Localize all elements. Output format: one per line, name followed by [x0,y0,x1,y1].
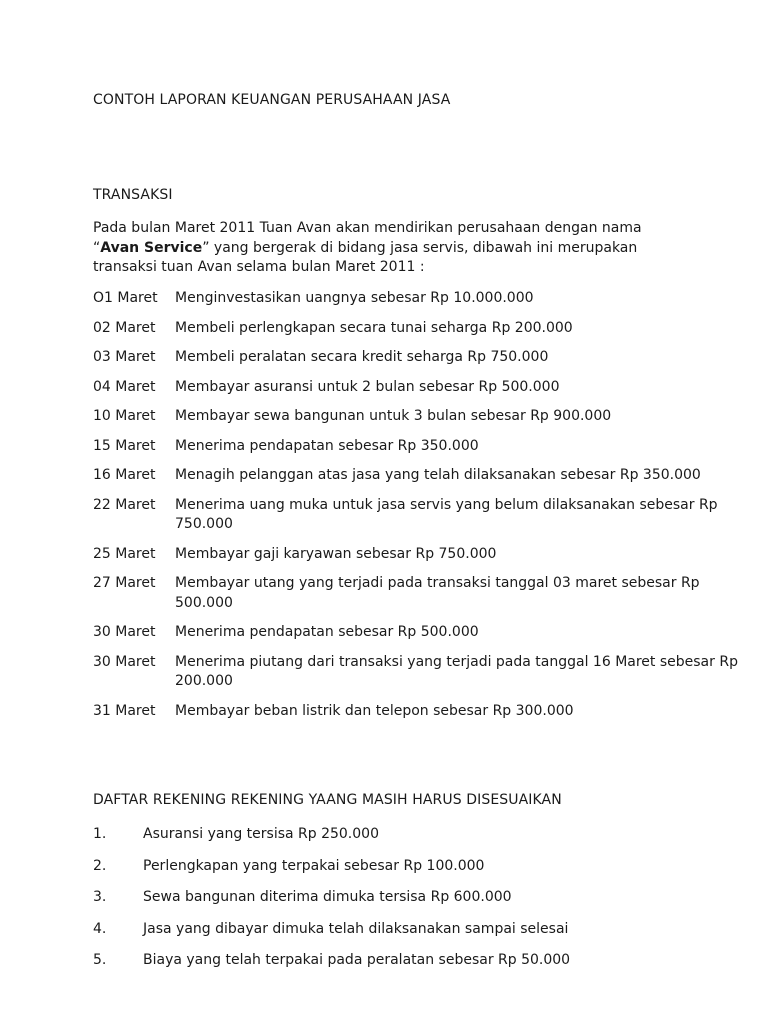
adjustment-item [93,825,733,845]
section-heading-transaksi: TRANSAKSI [93,187,173,203]
transaction-date: 30 Maret [93,653,156,670]
transaction-description: Membayar beban listrik dan telepon sebesar Rp 300.000 [175,702,574,719]
transaction-row [93,437,758,457]
adjustment-number: 5. [93,952,107,968]
transaction-description: Membeli peralatan secara kredit seharga Rp 750.000 [175,349,549,365]
transaction-description: Membayar sewa bangunan untuk 3 bulan sebesar Rp 900.000 [175,408,612,424]
transaction-row [93,319,758,339]
adjustment-list [93,825,733,983]
adjustment-number: 3. [93,889,107,905]
transaction-date: 27 Maret [93,575,156,591]
transaction-date: 30 Maret [93,624,156,640]
transaction-description: Menerima pendapatan sebesar Rp 500.000 [175,624,479,640]
adjustment-item [93,857,733,877]
transaction-date: 15 Maret [93,437,156,454]
adjustment-text: Sewa bangunan diterima dimuka tersisa Rp 600.000 [143,889,512,905]
transaction-row [93,574,758,613]
adjustment-number: 1. [93,826,107,842]
intro-text-before: Pada bulan Maret 2011 Tuan Avan akan mendirikan perusahaan dengan nama [93,220,642,236]
transaction-list [93,289,758,731]
adjustment-item [93,951,733,971]
transaction-date: 02 Maret [93,319,156,336]
transaction-description: Membayar asuransi untuk 2 bulan sebesar Rp 500.000 [175,378,560,395]
transaction-description: Membayar utang yang terjadi pada transaksi tanggal 03 maret sebesar Rp 500.000 [175,575,700,611]
transaction-description: Menerima pendapatan sebesar Rp 350.000 [175,437,479,454]
transaction-date: 22 Maret [93,496,156,513]
transaction-description: Menerima uang muka untuk jasa servis yang belum dilaksanakan sebesar Rp 750.000 [175,496,718,532]
adjustment-number: 4. [93,920,107,937]
transaction-date: 04 Maret [93,378,156,395]
transaction-row [93,466,758,486]
intro-paragraph [93,219,693,278]
adjustment-item [93,888,733,908]
transaction-date: O1 Maret [93,290,158,306]
adjustment-text: Biaya yang telah terpakai pada peralatan sebesar Rp 50.000 [143,952,571,968]
adjustment-text: Perlengkapan yang terpakai sebesar Rp 100.000 [143,857,485,874]
transaction-date: 10 Maret [93,408,156,424]
document-title: CONTOH LAPORAN KEUANGAN PERUSAHAAN JASA [93,92,451,108]
intro-text-after: ” yang bergerak di bidang jasa servis, dibawah ini merupakan transaksi tuan Avan selama bulan Maret 2011 : [93,239,638,275]
transaction-row [93,407,758,427]
adjustment-text: Asuransi yang tersisa Rp 250.000 [143,826,379,842]
adjustment-item [93,920,733,940]
transaction-row [93,623,758,643]
transaction-row [93,496,758,535]
transaction-description: Membayar gaji karyawan sebesar Rp 750.000 [175,545,497,562]
company-name: Avan Service [100,239,203,256]
adjustment-number: 2. [93,857,107,874]
transaction-row [93,378,758,398]
transaction-row [93,289,758,309]
section-heading-daftar-rekening: DAFTAR REKENING REKENING YAANG MASIH HARUS DISESUAIKAN [93,792,562,808]
transaction-row [93,545,758,565]
transaction-description: Menerima piutang dari transaksi yang terjadi pada tanggal 16 Maret sebesar Rp 200.000 [175,653,738,689]
transaction-description: Menginvestasikan uangnya sebesar Rp 10.000.000 [175,290,534,306]
transaction-row [93,653,758,692]
transaction-description: Menagih pelanggan atas jasa yang telah dilaksanakan sebesar Rp 350.000 [175,467,701,483]
transaction-date: 25 Maret [93,545,156,562]
transaction-description: Membeli perlengkapan secara tunai seharga Rp 200.000 [175,319,573,336]
transaction-date: 16 Maret [93,467,156,483]
transaction-date: 31 Maret [93,702,156,719]
adjustment-text: Jasa yang dibayar dimuka telah dilaksanakan sampai selesai [143,920,569,937]
intro-open-quote: “ [93,239,101,256]
transaction-date: 03 Maret [93,349,156,365]
transaction-row [93,702,758,722]
transaction-row [93,348,758,368]
